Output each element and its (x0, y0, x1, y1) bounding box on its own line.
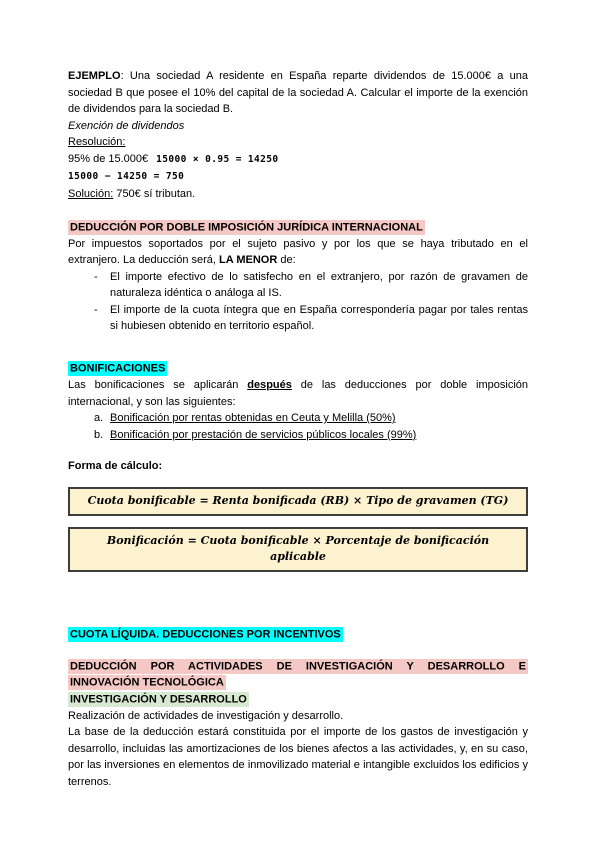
list-item-a: a. Bonificación por rentas obtenidas en Ceuta y Melilla (50%) (94, 412, 396, 424)
bonifications-intro: Las bonificaciones se aplicarán después de las deducciones por doble imposición internacional, y son las siguientes: (68, 379, 528, 408)
despues-emphasis: después (247, 379, 292, 391)
rd-base-paragraph: La base de la deducción estará constituida por el importe de los gastos de investigación y desarrollo, incluidas las amortizaciones de los bienes afectos a las actividades, y, en su caso, por las inversiones en elementos de inmovilizado material e intangible excluidos los edificios y terrenos. (68, 726, 528, 788)
section-liquid-quota (68, 627, 528, 791)
rd-activity-line: Realización de actividades de investigación y desarrollo. (68, 709, 344, 722)
id-subtitle: INVESTIGACIÓN Y DESARROLLO (70, 693, 247, 705)
list-item-b: b. Bonificación por prestación de servicios públicos locales (99%) (94, 428, 417, 441)
calc-line-1 (68, 151, 528, 169)
example-subtitle: Exención de dividendos (68, 119, 185, 132)
rd-title-line-1: DEDUCCIÓN POR ACTIVIDADES DE INVESTIGACIÓN Y DESARROLLO E (70, 660, 526, 672)
section-double-imposition (68, 219, 528, 335)
example-label: EJEMPLO (68, 70, 121, 82)
section-title-liquid-quota: CUOTA LÍQUIDA. DEDUCCIONES POR INCENTIVOS (70, 628, 341, 641)
resolution-line (68, 134, 528, 151)
example-colon: : (120, 70, 130, 82)
calc-expression-1: 15000 × 0.95 = 14250 (156, 153, 279, 165)
formula-box-bonificacion: Bonificación = Cuota bonificable × Porcentaje de bonificación aplicable (68, 527, 528, 572)
double-imposition-intro: Por impuestos soportados por el sujeto pasivo y por los que se haya tributado en el extranjero. La deducción será, LA MENOR de: (68, 237, 528, 266)
calc-expression-2: 15000 − 14250 = 750 (68, 171, 185, 182)
section-title-double-imposition: DEDUCCIÓN POR DOBLE IMPOSICIÓN JURÍDICA INTERNACIONAL (70, 221, 423, 233)
section-title-bonifications: BONIFICACIONES (70, 362, 166, 375)
resolution-label: Resolución: (68, 136, 126, 148)
section-bonifications (68, 361, 528, 572)
calc-form-label: Forma de cálculo: (68, 460, 163, 472)
calc-line-2 (68, 168, 528, 186)
solution-text: 750€ sí tributan. (113, 187, 196, 200)
example-text: Una sociedad A residente en España reparte dividendos de 15.000€ a una sociedad B que posee el 10% del capital de la sociedad A. Calcular el importe de la exención de dividendos para la sociedad B. (68, 70, 528, 115)
la-menor-emphasis: LA MENOR (219, 254, 278, 266)
example-paragraph (68, 68, 528, 118)
formula-box-cuota-bonificable: Cuota bonificable = Renta bonificada (RB) × Tipo de gravamen (TG) (68, 487, 528, 516)
calc-prefix: 95% de 15.000€ (68, 152, 149, 165)
rd-title-line-2: INNOVACIÓN TECNOLÓGICA (70, 676, 224, 689)
rd-deduction-title (68, 658, 528, 691)
bullet-item: - El importe efectivo de lo satisfecho en el extranjero, por razón de gravamen de naturaleza idéntica o análoga al IS. (94, 269, 528, 302)
solution-label: Solución: (68, 187, 114, 200)
bullet-item: - El importe de la cuota íntegra que en España correspondería pagar por tales rentas si hubiesen obtenido en territorio español. (94, 302, 528, 335)
solution-line (68, 186, 528, 203)
bullet-dash: - (94, 303, 98, 316)
bullet-dash: - (94, 270, 98, 283)
